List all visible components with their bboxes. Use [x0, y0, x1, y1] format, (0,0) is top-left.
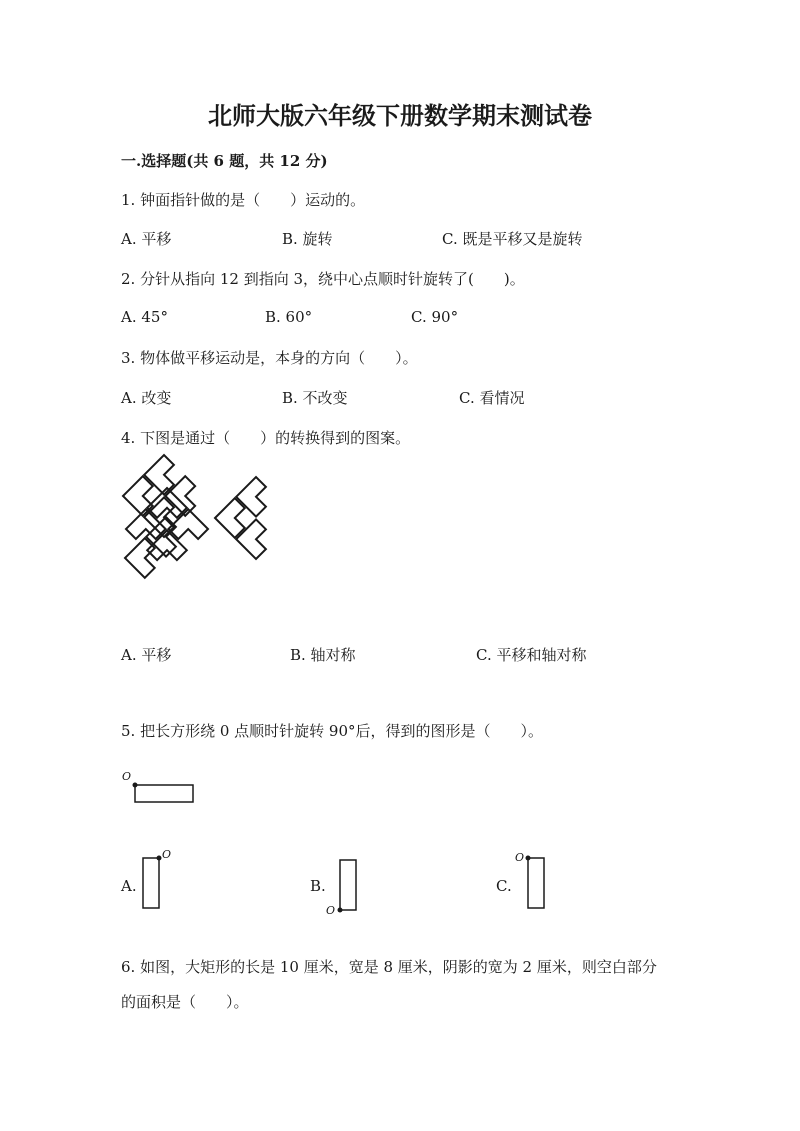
- question-5-option-b: B.: [310, 877, 326, 895]
- option-c-rectangle-figure: [512, 846, 552, 916]
- question-2-option-c: C. 90°: [411, 308, 459, 326]
- option-b-rectangle-figure: [326, 854, 366, 918]
- question-4-option-b: B. 轴对称: [290, 646, 356, 664]
- question-3-option-a: A. 改变: [121, 389, 172, 407]
- question-5-option-a: A.: [121, 877, 137, 895]
- question-6-text-line-1: 6. 如图，大矩形的长是 10 厘米，宽是 8 厘米，阴影的宽为 2 厘米，则空白部分: [121, 958, 657, 976]
- question-4-option-a: A. 平移: [121, 646, 172, 664]
- point-o-label: O: [122, 770, 132, 783]
- question-3-option-c: C. 看情况: [459, 389, 525, 407]
- question-6-text-line-2: 的面积是（ ）。: [121, 993, 249, 1011]
- question-4-option-c: C. 平移和轴对称: [476, 646, 587, 664]
- option-c-point-label: O: [515, 851, 525, 864]
- option-a-point-label: O: [162, 848, 172, 861]
- tiled-pattern-figure: [115, 478, 275, 608]
- question-1-text: 1. 钟面指针做的是（ ）运动的。: [121, 191, 366, 209]
- question-5-option-c: C.: [496, 877, 512, 895]
- question-1-option-c: C. 既是平移又是旋转: [442, 230, 583, 248]
- question-2-text: 2. 分针从指向 12 到指向 3，绕中心点顺时针旋转了( )。: [121, 270, 525, 288]
- question-5-text: 5. 把长方形绕 0 点顺时针旋转 90°后，得到的图形是（ ）。: [121, 722, 544, 740]
- question-4-text: 4. 下图是通过（ ）的转换得到的图案。: [121, 429, 411, 447]
- question-3-option-b: B. 不改变: [282, 389, 348, 407]
- question-2-option-a: A. 45°: [121, 308, 168, 326]
- page-title: 北师大版六年级下册数学期末测试卷: [208, 101, 592, 130]
- question-3-text: 3. 物体做平移运动是，本身的方向（ ）。: [121, 349, 418, 367]
- question-1-option-a: A. 平移: [121, 230, 172, 248]
- rectangle-figure: [120, 770, 200, 810]
- option-a-rectangle-figure: [140, 846, 180, 916]
- question-1-option-b: B. 旋转: [282, 230, 333, 248]
- section-heading: 一.选择题(共 6 题，共 12 分): [121, 152, 328, 170]
- option-b-point-label: O: [326, 904, 336, 917]
- question-2-option-b: B. 60°: [265, 308, 313, 326]
